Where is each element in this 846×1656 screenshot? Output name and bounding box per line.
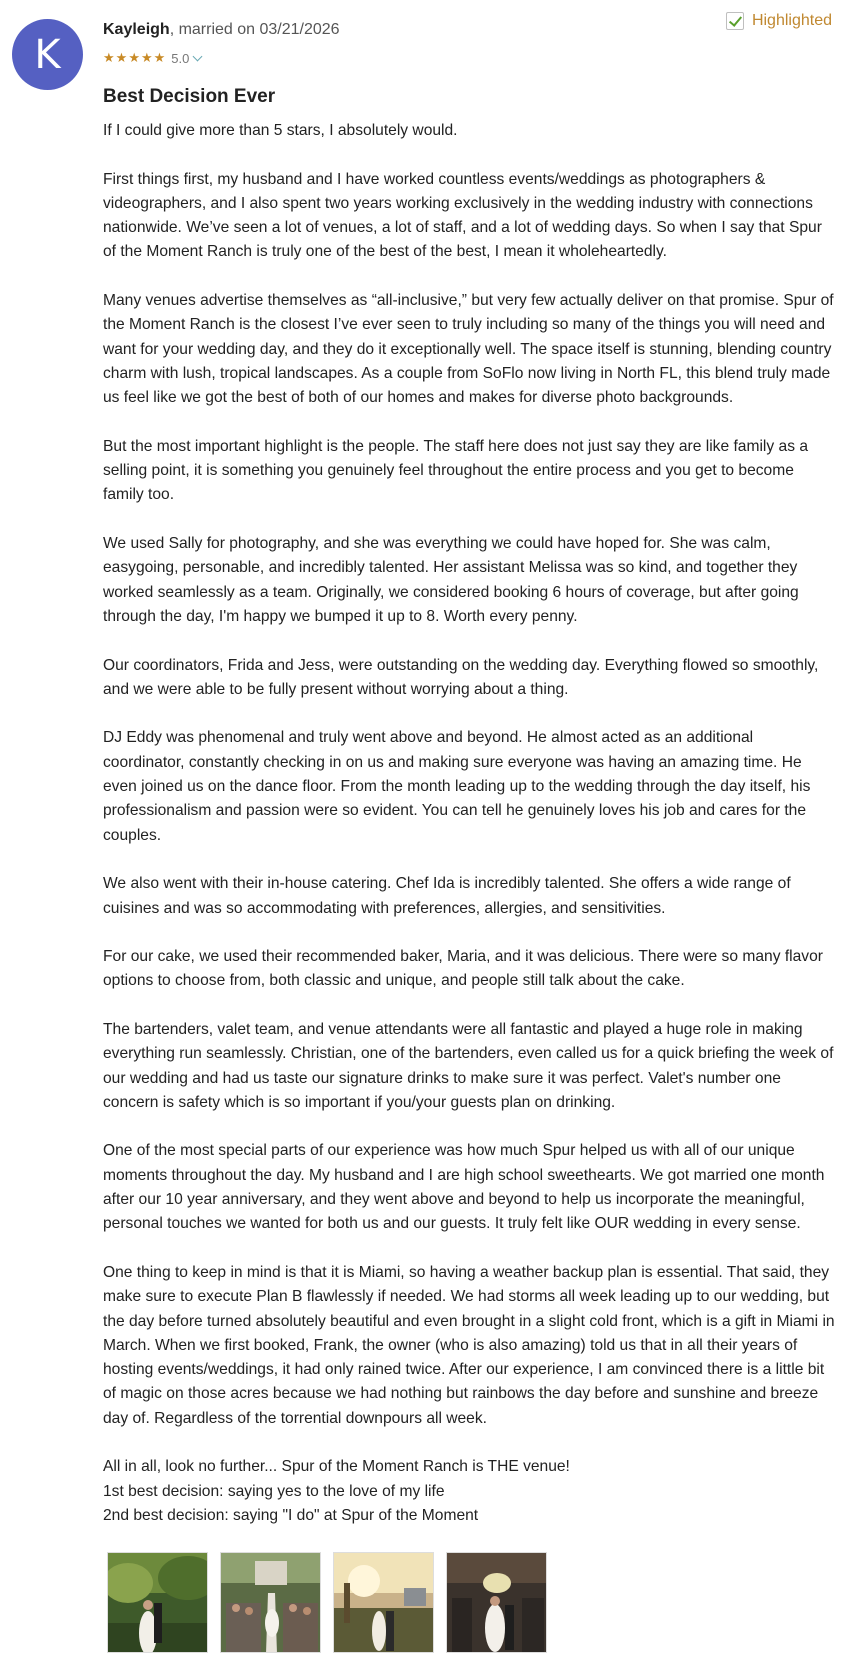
review-closing bbox=[103, 1455, 838, 1528]
review-content bbox=[103, 18, 838, 1528]
rating-row[interactable] bbox=[103, 47, 838, 69]
chevron-down-icon[interactable] bbox=[193, 51, 203, 61]
photo-ceremony-aisle[interactable] bbox=[220, 1552, 321, 1653]
photo-couple-sunset[interactable] bbox=[333, 1552, 434, 1653]
married-date: , married on 03/21/2026 bbox=[169, 21, 340, 38]
closing-line: 1st best decision: saying yes to the love of my life bbox=[103, 1482, 445, 1500]
photo-gallery bbox=[107, 1552, 547, 1653]
star-icon: ★ bbox=[115, 50, 128, 65]
rating-value: 5.0 bbox=[171, 50, 190, 66]
star-rating bbox=[103, 51, 165, 65]
review-paragraph: For our cake, we used their recommended baker, Maria, and it was delicious. There were so many flavor options to choose from, both classic and unique, and people still talk about the cake. bbox=[103, 948, 823, 990]
review-paragraph: One of the most special parts of our experience was how much Spur helped us with all of our unique moments throughout the day. My husband and I are high school sweethearts. We got married one month after our 10 year anniversary, and they went above and beyond to help us incorporate the meaningful, personal touches we wanted for both us and our guests. It truly felt like OUR wedding in every sense. bbox=[103, 1142, 825, 1233]
avatar-initial: K bbox=[34, 31, 61, 78]
review-paragraph: We used Sally for photography, and she was everything we could have hoped for. She was calm, easygoing, personable, and incredibly talented. Her assistant Melissa was so kind, and together they worked seamlessly as a team. Originally, we considered booking 6 hours of coverage, but after going through the day, I'm happy we bumped it up to 8. Worth every penny. bbox=[103, 535, 799, 625]
reviewer-meta bbox=[103, 18, 838, 42]
review-paragraph: But the most important highlight is the people. The staff here does not just say they are like family as a selling point, it is something you genuinely feel throughout the entire process and you get to become family too. bbox=[103, 437, 808, 504]
closing-line: All in all, look no further... Spur of the Moment Ranch is THE venue! bbox=[103, 1458, 570, 1476]
reviewer-name: Kayleigh bbox=[103, 21, 170, 38]
photo-reception-dance[interactable] bbox=[446, 1552, 547, 1653]
review-paragraph: We also went with their in-house catering. Chef Ida is incredibly talented. She offers a wide range of cuisines and was so accommodating with preferences, allergies, and sensitivities. bbox=[103, 875, 791, 917]
closing-line: 2nd best decision: saying "I do" at Spur of the Moment bbox=[103, 1506, 479, 1524]
star-icon: ★ bbox=[103, 50, 115, 65]
star-icon: ★ bbox=[140, 50, 153, 65]
review-paragraph: Our coordinators, Frida and Jess, were outstanding on the wedding day. Everything flowed so smoothly, and we were able to be fully present without worrying about a thing. bbox=[103, 656, 819, 698]
review-paragraph: First things first, my husband and I have worked countless events/weddings as photographers & videographers, and I also spent two years working exclusively in the wedding industry with connections nationwide. We’ve seen a lot of venues, a lot of staff, and a lot of wedding days. So when I say that Spur of the Moment Ranch is truly one of the best of the best, I mean it wholeheartedly. bbox=[103, 170, 822, 261]
star-icon: ★ bbox=[153, 50, 166, 65]
avatar bbox=[12, 19, 83, 90]
review-paragraph: One thing to keep in mind is that it is Miami, so having a weather backup plan is essential. That said, they make sure to execute Plan B flawlessly if needed. We had storms all week leading up to our wedding, but the day before turned absolutely beautiful and even brought in a slight cold front, which is a gift in Miami in March. When we first booked, Frank, the owner (who is also amazing) told us that in all their years of hosting events/weddings, it had only rained twice. After our experience, I am convinced there is a little bit of magic on those acres because we had nothing but rainbows the day before and sunshine and breeze day of. Regardless of the torrential downpours all week. bbox=[103, 1263, 835, 1427]
review-title: Best Decision Ever bbox=[103, 86, 276, 107]
review-paragraph: If I could give more than 5 stars, I absolutely would. bbox=[103, 122, 458, 139]
review-body bbox=[103, 119, 838, 1528]
photo-couple-garden[interactable] bbox=[107, 1552, 208, 1653]
review-paragraph: DJ Eddy was phenomenal and truly went above and beyond. He almost acted as an additional coordinator, constantly checking in on us and making sure everyone was having an amazing time. He even joined us on the dance floor. From the month leading up to the wedding through the day itself, his professionalism and passion were so evident. You can tell he genuinely loves his job and cares for the couples. bbox=[103, 729, 811, 844]
highlighted-label: Highlighted bbox=[751, 12, 832, 29]
review-paragraph: The bartenders, valet team, and venue attendants were all fantastic and played a huge role in making everything run seamlessly. Christian, one of the bartenders, even called us for a quick briefing the week of our wedding and had us taste our signature drinks to make sure it was perfect. Valet's number one concern is safety which is so important if you/your guests plan on drinking. bbox=[103, 1020, 834, 1111]
review-paragraph: Many venues advertise themselves as “all-inclusive,” but very few actually deliver on that promise. Spur of the Moment Ranch is the closest I’ve ever seen to truly including so many of the things you will need and want for your wedding day, and they do it exceptionally well. The space itself is stunning, blending country charm with lush, tropical landscapes. As a couple from SoFlo now living in North FL, this blend truly made us feel like we got the best of both of our homes and makes for diverse photo backgrounds. bbox=[103, 292, 834, 407]
star-icon: ★ bbox=[128, 50, 140, 65]
